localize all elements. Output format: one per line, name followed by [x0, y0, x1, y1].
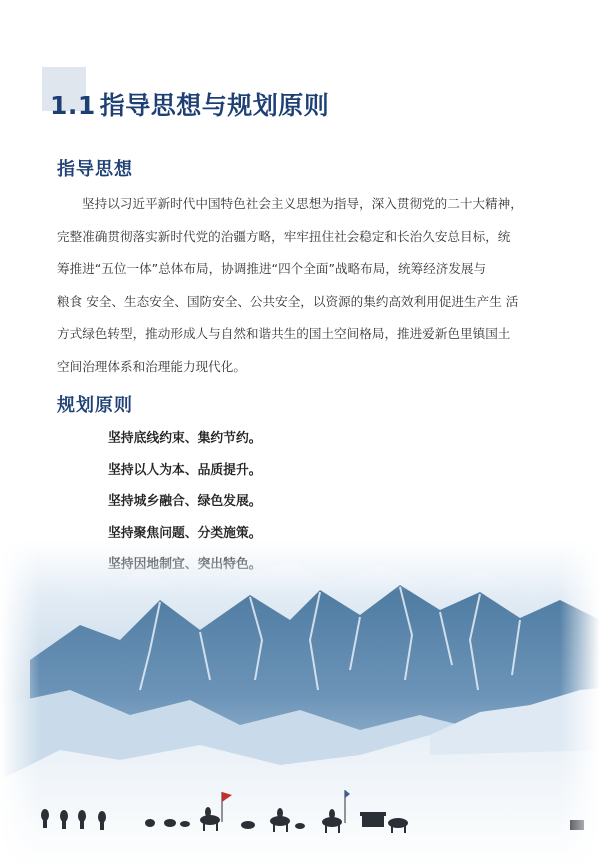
paragraph-line: 粮食 安全、生态安全、国防安全、公共安全，以资源的集约高效利用促进生产生 活 — [57, 293, 519, 309]
principle-item: 坚持城乡融合、绿色发展。 — [108, 494, 262, 509]
guiding-ideology-paragraph — [57, 188, 557, 383]
principle-item: 坚持聚焦问题、分类施策。 — [108, 525, 262, 541]
principle-item: 坚持以人为本、品质提升。 — [108, 462, 262, 478]
section-title-text: 指导思想与规划原则 — [99, 91, 330, 120]
principle-item: 坚持底线约束、集约节约。 — [108, 431, 262, 446]
paragraph-line: 完整准确贯彻落实新时代党的治疆方略，牢牢扭住社会稳定和长治久安总目标，统 — [57, 228, 511, 244]
paragraph-line: 空间治理体系和治理能力现代化。 — [57, 358, 246, 374]
section-number: 1.1 — [50, 91, 96, 120]
photo-edge-fade-right — [560, 540, 600, 866]
section-title — [50, 86, 329, 122]
photo-edge-fade-left — [0, 540, 40, 866]
planning-principles-heading: 规划原则 — [57, 395, 133, 416]
paragraph-line: 筹推进“五位一体”总体布局，协调推进“四个全面”战略布局，统筹经济发展与 — [57, 261, 487, 276]
paragraph-line: 坚持以习近平新时代中国特色社会主义思想为指导，深入贯彻党的二十大精神， — [82, 196, 523, 211]
guiding-ideology-heading: 指导思想 — [57, 159, 133, 180]
snow-mountain-photo — [0, 540, 600, 866]
paragraph-line: 方式绿色转型，推动形成人与自然和谐共生的国土空间格局，推进爱新色里镇国土 — [57, 326, 511, 341]
